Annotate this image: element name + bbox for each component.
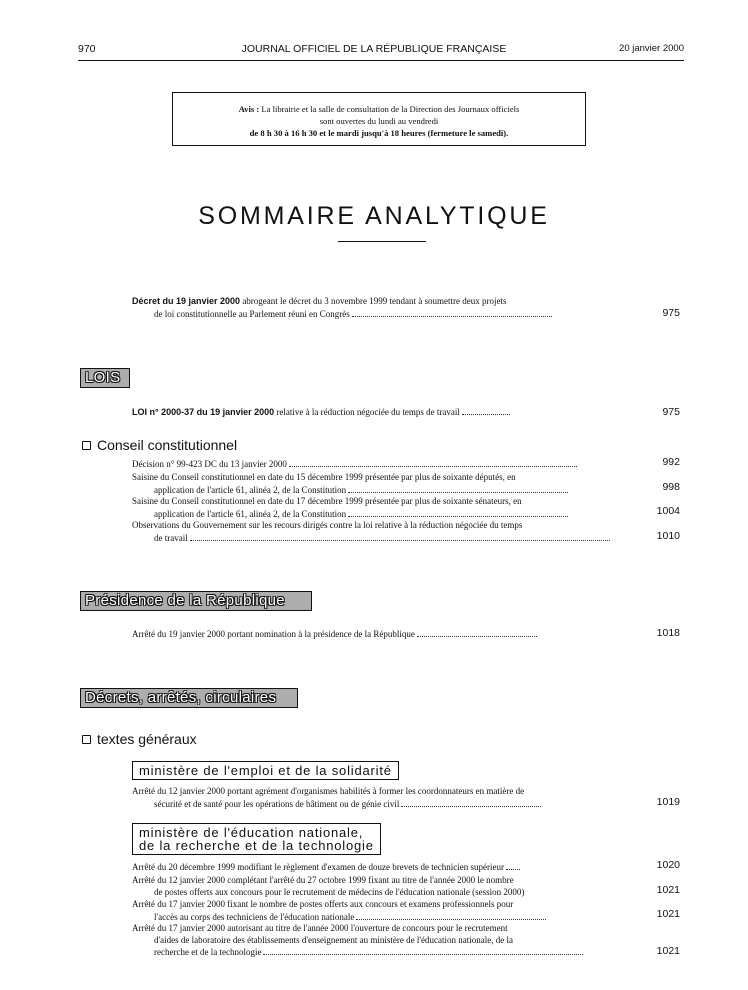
toc-entry-decret-bold: Décret du 19 janvier 2000 [132, 296, 241, 306]
journal-title: JOURNAL OFFICIEL DE LA RÉPUBLIQUE FRANÇAISE [241, 43, 507, 55]
toc-entry-presidence[interactable] [132, 628, 632, 641]
toc-entry-line1: Saisine du Conseil constitutionnel en date du 17 décembre 1999 présentée par plus de soixante sénateurs, en [132, 496, 522, 506]
toc-page-number: 975 [662, 406, 680, 418]
toc-page-number: 1018 [656, 627, 680, 639]
issue-date: 20 janvier 2000 [619, 43, 684, 54]
toc-entry-conseil[interactable] [132, 520, 632, 544]
ministry-label: ministère de l'emploi et de la solidarité [139, 763, 392, 778]
notice-line1: La librairie et la salle de consultation de la Direction des Journaux officiels [261, 104, 520, 114]
dot-leader [462, 406, 510, 415]
toc-page-number: 1010 [656, 530, 680, 542]
ministry-box-education [132, 823, 381, 855]
section-banner-decrets: Décrets, arrêtés, circulaires [80, 688, 298, 708]
toc-page-number: 1019 [656, 796, 680, 808]
toc-entry-education[interactable] [132, 861, 632, 874]
subsection-label: textes généraux [97, 731, 197, 747]
square-bullet-icon [82, 735, 91, 744]
toc-entry-education[interactable] [132, 899, 632, 923]
toc-entry-line1: Arrêté du 20 décembre 1999 modifiant le règlement d'examen de douze brevets de technicien supérieur [132, 862, 504, 872]
dot-leader [401, 798, 541, 807]
toc-entry-emploi[interactable] [132, 786, 632, 810]
toc-page-number: 1004 [656, 505, 680, 517]
toc-entry-line1: Arrêté du 17 janvier 2000 fixant le nombre de postes offerts aux concours et examens professionnels pour [132, 899, 514, 909]
ministry-label-line2: de la recherche et de la technologie [139, 838, 374, 853]
toc-entry-conseil[interactable] [132, 458, 632, 471]
notice-line3: de 8 h 30 à 16 h 30 et le mardi jusqu'à 18 heures (fermeture le samedi). [249, 128, 509, 138]
notice-box [172, 92, 586, 146]
toc-page-number: 1021 [656, 945, 680, 957]
subsection-textes-generaux [82, 731, 197, 747]
dot-leader [348, 508, 568, 517]
dot-leader [289, 458, 577, 467]
toc-entry-line1: Saisine du Conseil constitutionnel en date du 15 décembre 1999 présentée par plus de soixante députés, en [132, 472, 516, 482]
toc-entry-line1: Arrêté du 12 janvier 2000 complétant l'arrêté du 27 octobre 1999 fixant au titre de l'année 2000 le nombre [132, 875, 514, 885]
toc-entry-line1: Observations du Gouvernement sur les recours dirigés contre la loi relative à la réduction négociée du temps [132, 520, 523, 530]
ministry-box-emploi [132, 761, 399, 780]
toc-entry-decret[interactable] [132, 296, 632, 320]
toc-entry-text: Arrêté du 19 janvier 2000 portant nomination à la présidence de la République [132, 629, 415, 639]
toc-entry-line1: Décision n° 99-423 DC du 13 janvier 2000 [132, 459, 287, 469]
toc-page-number: 1020 [656, 859, 680, 871]
title-underline [338, 241, 426, 242]
toc-entry-line2: application de l'article 61, alinéa 2, de la Constitution [154, 508, 347, 519]
toc-entry-line2: de postes offerts aux concours pour le recrutement de médecins de l'éducation nationale (session 2000) [154, 886, 525, 897]
toc-entry-education[interactable] [132, 923, 632, 959]
toc-entry-line2: d'aides de laboratoire des établissements d'enseignement au ministère de l'éducation nationale, de la [154, 934, 513, 945]
toc-page-number: 998 [662, 481, 680, 493]
toc-entry-loi-bold: LOI n° 2000-37 du 19 janvier 2000 [132, 407, 275, 417]
subsection-conseil-constitutionnel [82, 437, 237, 453]
dot-leader [352, 308, 552, 317]
toc-entry-line2: de travail [154, 532, 188, 543]
toc-entry-decret-cont: de loi constitutionnelle au Parlement réuni en Congrès [154, 308, 350, 319]
square-bullet-icon [82, 441, 91, 450]
toc-entry-line2: application de l'article 61, alinéa 2, de la Constitution [154, 484, 347, 495]
toc-entry-line2: l'accès au corps des techniciens de l'éducation nationale [154, 911, 355, 922]
section-banner-presidence: Présidence de la République [80, 591, 312, 611]
dot-leader [506, 861, 520, 870]
dot-leader [263, 946, 583, 955]
toc-entry-line2: sécurité et de santé pour les opérations de bâtiment ou de génie civil [154, 798, 400, 809]
header-rule [78, 60, 684, 61]
toc-page-number: 1021 [656, 908, 680, 920]
toc-entry-conseil[interactable] [132, 496, 632, 520]
toc-page-number: 992 [662, 456, 680, 468]
dot-leader [417, 628, 537, 637]
toc-entry-decret-text: abrogeant le décret du 3 novembre 1999 tendant à soumettre deux projets [242, 296, 507, 306]
toc-entry-line1: Arrêté du 12 janvier 2000 portant agrément d'organismes habilités à former les coordonnateurs en matière de [132, 786, 525, 796]
toc-entry-loi-text: relative à la réduction négociée du temps de travail [276, 407, 460, 417]
subsection-label: Conseil constitutionnel [97, 437, 238, 453]
toc-page-number: 975 [662, 307, 680, 319]
dot-leader [356, 911, 546, 920]
notice-line2: sont ouvertes du lundi au vendredi [319, 116, 439, 126]
toc-entry-loi[interactable] [132, 406, 632, 419]
dot-leader [348, 484, 568, 493]
page-number: 970 [78, 43, 96, 55]
toc-entry-conseil[interactable] [132, 472, 632, 496]
toc-entry-education[interactable] [132, 875, 632, 898]
notice-label: Avis : [238, 104, 260, 114]
toc-entry-line3: recherche et de la technologie [154, 947, 262, 957]
section-banner-lois: LOIS [80, 368, 130, 388]
toc-page-number: 1021 [656, 884, 680, 896]
ministry-label-line1: ministère de l'éducation nationale, [139, 825, 364, 840]
toc-entry-line1: Arrêté du 17 janvier 2000 autorisant au titre de l'année 2000 l'ouverture de concours pour le recrutement [132, 923, 508, 933]
dot-leader [190, 532, 610, 541]
page-title: SOMMAIRE ANALYTIQUE [198, 202, 550, 230]
